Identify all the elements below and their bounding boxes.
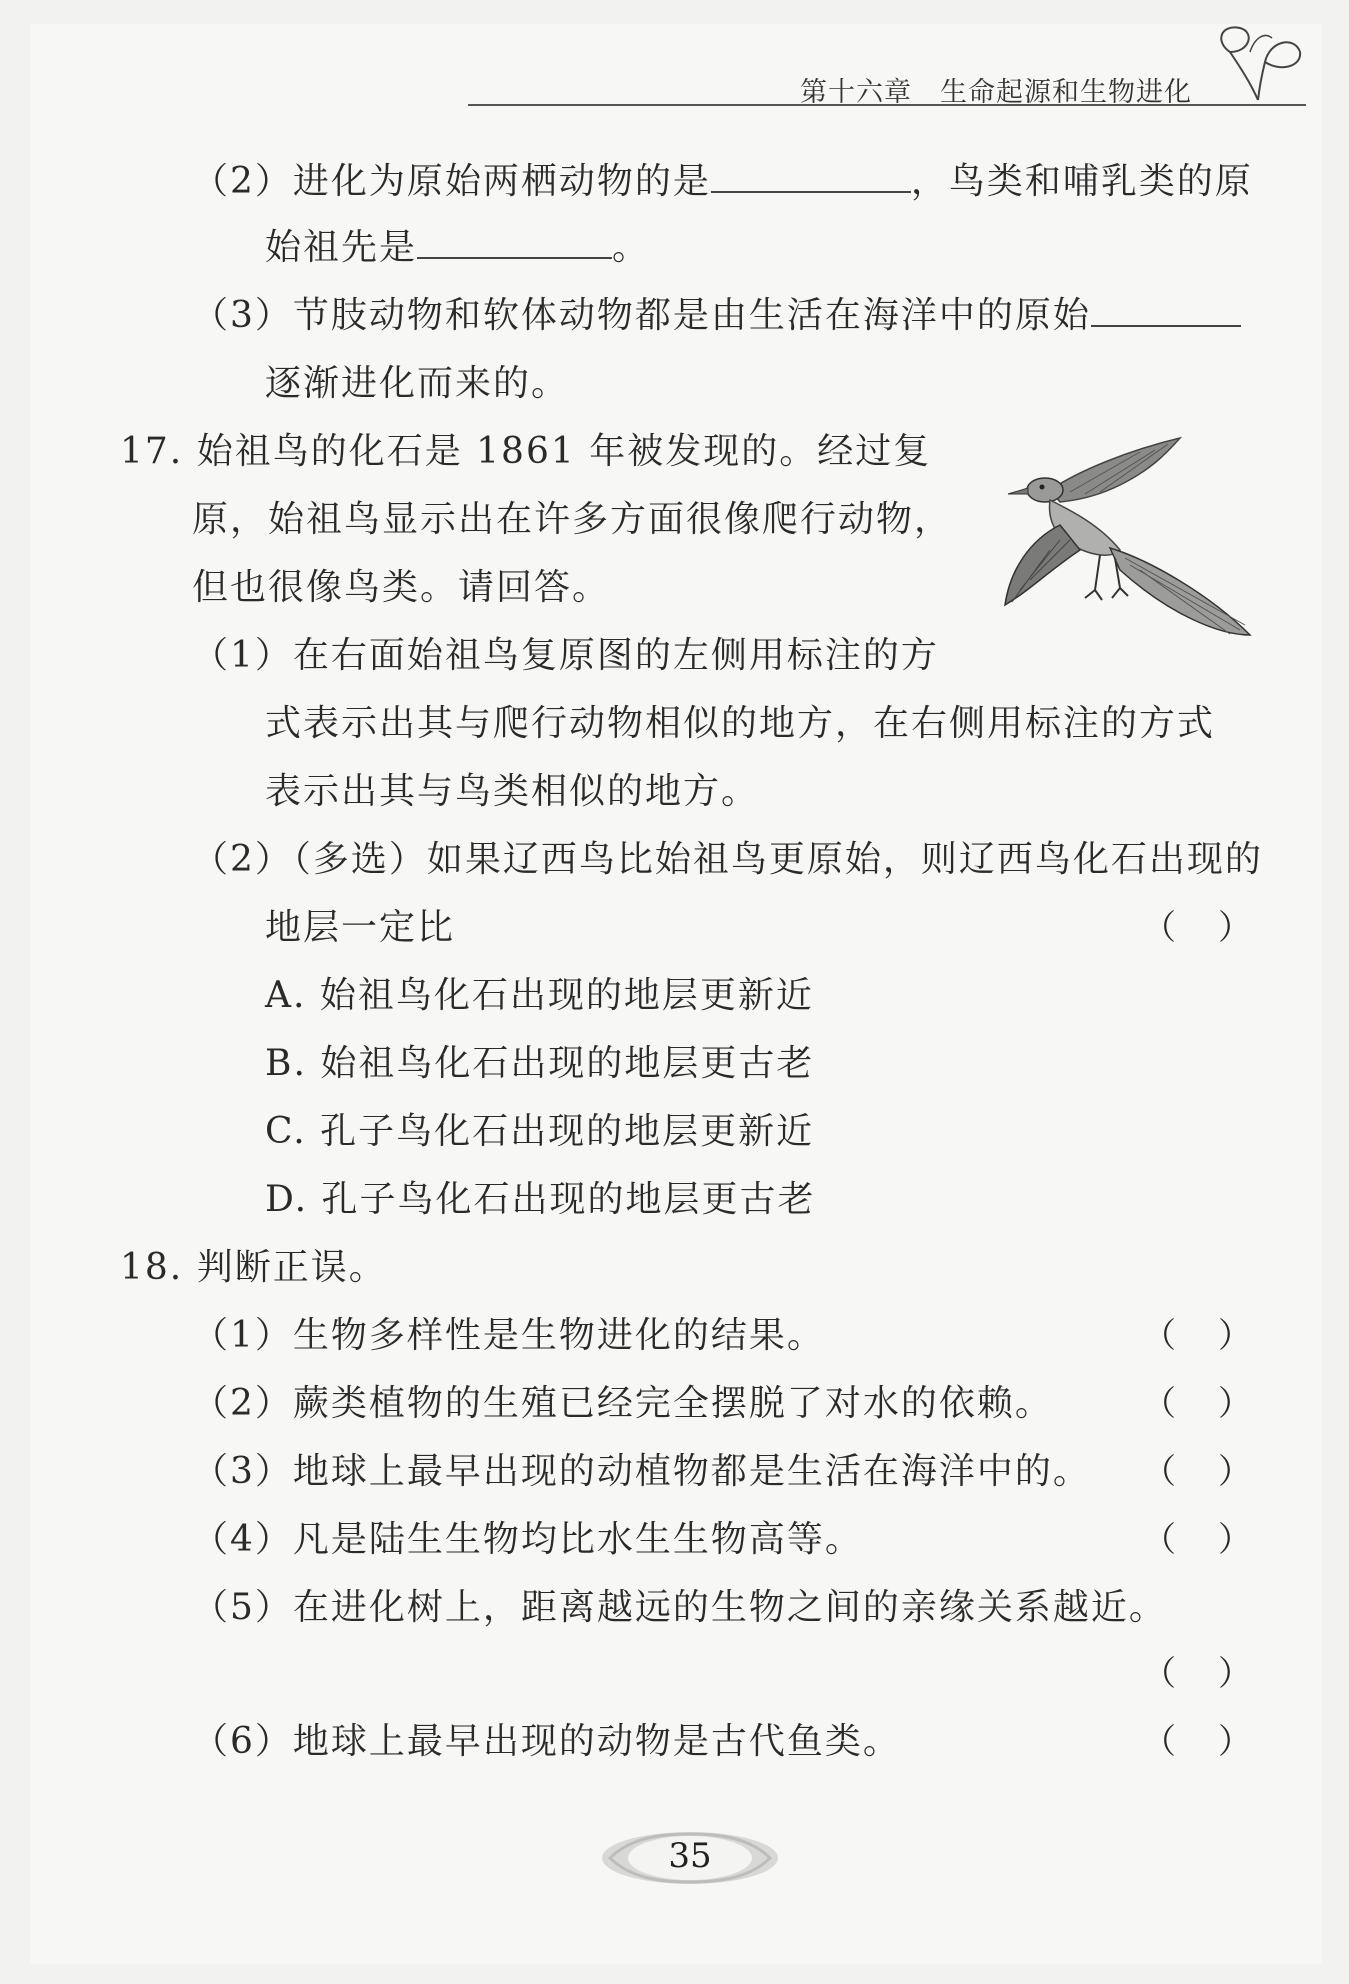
- q16-part2-line2: 始祖先是 。: [265, 227, 651, 268]
- q17-part1-line3: 表示出其与鸟类相似的地方。: [265, 771, 760, 812]
- q17-stem-line3: 但也很像鸟类。请回答。: [192, 567, 611, 608]
- q16-part3-line1: （3）节肢动物和软体动物都是由生活在海洋中的原始: [192, 294, 1241, 338]
- q16-part3-line2: 逐渐进化而来的。: [265, 363, 570, 404]
- q17-stem-line1: 17. 始祖鸟的化石是 1861 年被发现的。经过复: [120, 431, 932, 472]
- page-number-badge: [600, 1828, 780, 1888]
- q18-item-3: （3）地球上最早出现的动植物都是生活在海洋中的。: [192, 1451, 1091, 1492]
- q17-part2-line1: （2）（多选）如果辽西鸟比始祖鸟更原始，则辽西鸟化石出现的: [192, 839, 1263, 880]
- leaf-decoration-icon: [1210, 22, 1305, 111]
- answer-blank[interactable]: [711, 161, 911, 193]
- q18-item-2: （2）蕨类植物的生殖已经完全摆脱了对水的依赖。: [192, 1383, 1053, 1424]
- q17-option-d: D. 孔子鸟化石出现的地层更古老: [265, 1179, 816, 1220]
- answer-blank[interactable]: [1091, 295, 1241, 327]
- q18-item-5: （5）在进化树上，距离越远的生物之间的亲缘关系越近。: [192, 1587, 1167, 1628]
- header-rule: [468, 104, 1306, 106]
- q16-part2-line1: （2）进化为原始两栖动物的是 ，鸟类和哺乳类的原: [192, 161, 1253, 202]
- q17-stem-line2: 原，始祖鸟显示出在许多方面很像爬行动物，: [192, 499, 953, 540]
- answer-blank[interactable]: [417, 227, 612, 259]
- q17-part1-line1: （1）在右面始祖鸟复原图的左侧用标注的方: [192, 635, 939, 676]
- q17-option-b: B. 始祖鸟化石出现的地层更古老: [265, 1043, 815, 1084]
- q17-option-a: A. 始祖鸟化石出现的地层更新近: [265, 975, 814, 1016]
- q18-item-1: （1）生物多样性是生物进化的结果。: [192, 1315, 825, 1356]
- q17-part2-line2: 地层一定比: [265, 907, 456, 948]
- q17-option-c: C. 孔子鸟化石出现的地层更新近: [265, 1111, 815, 1152]
- q17-part1-line2: 式表示出其与爬行动物相似的地方，在右侧用标注的方式: [265, 703, 1216, 744]
- archaeopteryx-illustration: [990, 430, 1260, 649]
- q18-item-4: （4）凡是陆生生物均比水生生物高等。: [192, 1519, 863, 1560]
- page-number: 35: [668, 1836, 712, 1876]
- q18-title: 18. 判断正误。: [120, 1247, 387, 1288]
- q18-item-6: （6）地球上最早出现的动物是古代鱼类。: [192, 1721, 901, 1762]
- chapter-title: 第十六章 生命起源和生物进化: [800, 77, 1192, 108]
